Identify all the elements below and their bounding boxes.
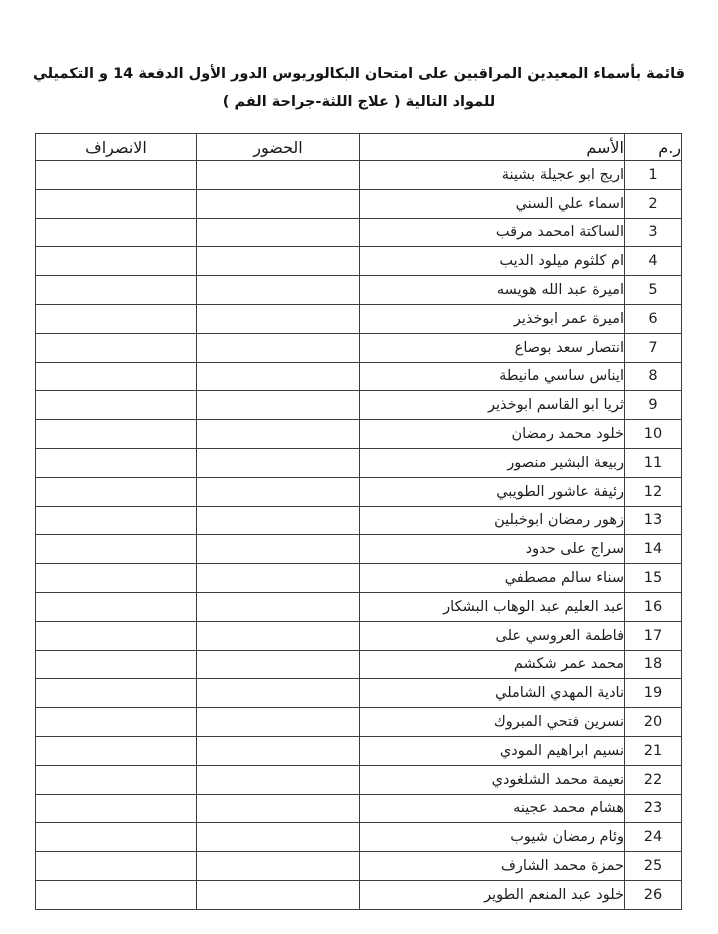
- attendance-cell: [197, 420, 360, 449]
- attendance-cell: [197, 708, 360, 737]
- name-cell: اميرة عبد الله هويسه: [360, 276, 625, 305]
- header-departure: الانصراف: [36, 134, 197, 161]
- name-cell: الساكتة امحمد مرقب: [360, 218, 625, 247]
- departure-cell: [36, 535, 197, 564]
- name-cell: ايناس ساسي مانيطة: [360, 362, 625, 391]
- row-number-cell: 2: [625, 189, 682, 218]
- departure-cell: [36, 448, 197, 477]
- departure-cell: [36, 679, 197, 708]
- name-cell: حمزة محمد الشارف: [360, 852, 625, 881]
- attendance-cell: [197, 161, 360, 190]
- row-number-cell: 23: [625, 794, 682, 823]
- departure-cell: [36, 852, 197, 881]
- table-row: [36, 333, 682, 362]
- table-row: [36, 823, 682, 852]
- table-row: [36, 708, 682, 737]
- name-cell: خلود عبد المنعم الطوير: [360, 880, 625, 909]
- departure-cell: [36, 247, 197, 276]
- table-row: [36, 276, 682, 305]
- row-number-cell: 24: [625, 823, 682, 852]
- departure-cell: [36, 276, 197, 305]
- departure-cell: [36, 304, 197, 333]
- attendance-cell: [197, 448, 360, 477]
- attendance-cell: [197, 333, 360, 362]
- table-row: [36, 679, 682, 708]
- table-row: [36, 621, 682, 650]
- attendance-cell: [197, 823, 360, 852]
- attendance-cell: [197, 391, 360, 420]
- row-number-cell: 22: [625, 765, 682, 794]
- table-row: [36, 304, 682, 333]
- row-number-cell: 26: [625, 880, 682, 909]
- table-row: [36, 535, 682, 564]
- table-row: [36, 506, 682, 535]
- row-number-cell: 14: [625, 535, 682, 564]
- attendance-cell: [197, 852, 360, 881]
- name-cell: عبد العليم عبد الوهاب البشكار: [360, 592, 625, 621]
- departure-cell: [36, 506, 197, 535]
- name-cell: خلود محمد رمضان: [360, 420, 625, 449]
- name-cell: محمد عمر شكشم: [360, 650, 625, 679]
- row-number-cell: 25: [625, 852, 682, 881]
- table-row: [36, 564, 682, 593]
- departure-cell: [36, 880, 197, 909]
- name-cell: ام كلثوم ميلود الديب: [360, 247, 625, 276]
- name-cell: وئام رمضان شيوب: [360, 823, 625, 852]
- attendance-cell: [197, 621, 360, 650]
- table-row: [36, 477, 682, 506]
- name-cell: اسماء علي السني: [360, 189, 625, 218]
- table-row: [36, 852, 682, 881]
- attendance-cell: [197, 535, 360, 564]
- table-row: [36, 218, 682, 247]
- header-row-number: ر.م: [625, 134, 682, 161]
- attendance-cell: [197, 506, 360, 535]
- attendance-cell: [197, 794, 360, 823]
- departure-cell: [36, 420, 197, 449]
- table-row: [36, 391, 682, 420]
- row-number-cell: 9: [625, 391, 682, 420]
- attendance-cell: [197, 736, 360, 765]
- name-cell: ثريا ابو القاسم ابوخذير: [360, 391, 625, 420]
- row-number-cell: 6: [625, 304, 682, 333]
- row-number-cell: 7: [625, 333, 682, 362]
- table-row: [36, 362, 682, 391]
- departure-cell: [36, 362, 197, 391]
- departure-cell: [36, 650, 197, 679]
- name-cell: فاطمة العروسي على: [360, 621, 625, 650]
- table-row: [36, 794, 682, 823]
- table-row: [36, 161, 682, 190]
- attendance-cell: [197, 765, 360, 794]
- row-number-cell: 1: [625, 161, 682, 190]
- name-cell: ربيعة البشير منصور: [360, 448, 625, 477]
- document-title: [0, 60, 718, 116]
- departure-cell: [36, 621, 197, 650]
- attendance-cell: [197, 247, 360, 276]
- attendance-cell: [197, 880, 360, 909]
- row-number-cell: 20: [625, 708, 682, 737]
- table-row: [36, 189, 682, 218]
- name-cell: سناء سالم مصطفي: [360, 564, 625, 593]
- departure-cell: [36, 823, 197, 852]
- row-number-cell: 21: [625, 736, 682, 765]
- header-name: الأسم: [360, 134, 625, 161]
- attendance-cell: [197, 189, 360, 218]
- name-cell: زهور رمضان ابوخبلين: [360, 506, 625, 535]
- departure-cell: [36, 736, 197, 765]
- name-cell: نعيمة محمد الشلغودي: [360, 765, 625, 794]
- table-row: [36, 880, 682, 909]
- departure-cell: [36, 189, 197, 218]
- row-number-cell: 18: [625, 650, 682, 679]
- attendance-cell: [197, 564, 360, 593]
- departure-cell: [36, 391, 197, 420]
- attendance-cell: [197, 276, 360, 305]
- table-row: [36, 650, 682, 679]
- row-number-cell: 11: [625, 448, 682, 477]
- name-cell: هشام محمد عجينه: [360, 794, 625, 823]
- row-number-cell: 15: [625, 564, 682, 593]
- attendance-cell: [197, 650, 360, 679]
- departure-cell: [36, 794, 197, 823]
- departure-cell: [36, 708, 197, 737]
- row-number-cell: 17: [625, 621, 682, 650]
- header-attendance: الحضور: [197, 134, 360, 161]
- attendance-cell: [197, 679, 360, 708]
- name-cell: نسرين فتحي المبروك: [360, 708, 625, 737]
- row-number-cell: 5: [625, 276, 682, 305]
- table-row: [36, 736, 682, 765]
- name-cell: انتصار سعد بوصاع: [360, 333, 625, 362]
- departure-cell: [36, 477, 197, 506]
- invigilators-table: [35, 133, 682, 910]
- row-number-cell: 4: [625, 247, 682, 276]
- row-number-cell: 16: [625, 592, 682, 621]
- departure-cell: [36, 564, 197, 593]
- name-cell: اريج ابو عجيلة بشينة: [360, 161, 625, 190]
- title-line-2: للمواد التالية ( علاج اللثة-جراحة الفم ): [222, 94, 496, 110]
- table-header-row: [36, 134, 682, 161]
- name-cell: نادية المهدي الشاملي: [360, 679, 625, 708]
- attendance-cell: [197, 592, 360, 621]
- row-number-cell: 8: [625, 362, 682, 391]
- departure-cell: [36, 333, 197, 362]
- table-row: [36, 247, 682, 276]
- row-number-cell: 13: [625, 506, 682, 535]
- roster-table-body: [36, 161, 682, 910]
- row-number-cell: 10: [625, 420, 682, 449]
- attendance-cell: [197, 477, 360, 506]
- row-number-cell: 3: [625, 218, 682, 247]
- name-cell: نسيم ابراهيم المودي: [360, 736, 625, 765]
- departure-cell: [36, 161, 197, 190]
- name-cell: سراج على حدود: [360, 535, 625, 564]
- name-cell: رئيفة عاشور الطويبي: [360, 477, 625, 506]
- table-row: [36, 765, 682, 794]
- departure-cell: [36, 592, 197, 621]
- departure-cell: [36, 218, 197, 247]
- departure-cell: [36, 765, 197, 794]
- row-number-cell: 19: [625, 679, 682, 708]
- attendance-cell: [197, 304, 360, 333]
- table-row: [36, 448, 682, 477]
- row-number-cell: 12: [625, 477, 682, 506]
- name-cell: اميرة عمر ابوخذير: [360, 304, 625, 333]
- table-row: [36, 420, 682, 449]
- table-row: [36, 592, 682, 621]
- title-line-1: قائمة بأسماء المعيدين المراقبين على امتحان البكالوريوس الدور الأول الدفعة 14 و التكميلي: [32, 66, 686, 82]
- attendance-cell: [197, 362, 360, 391]
- attendance-cell: [197, 218, 360, 247]
